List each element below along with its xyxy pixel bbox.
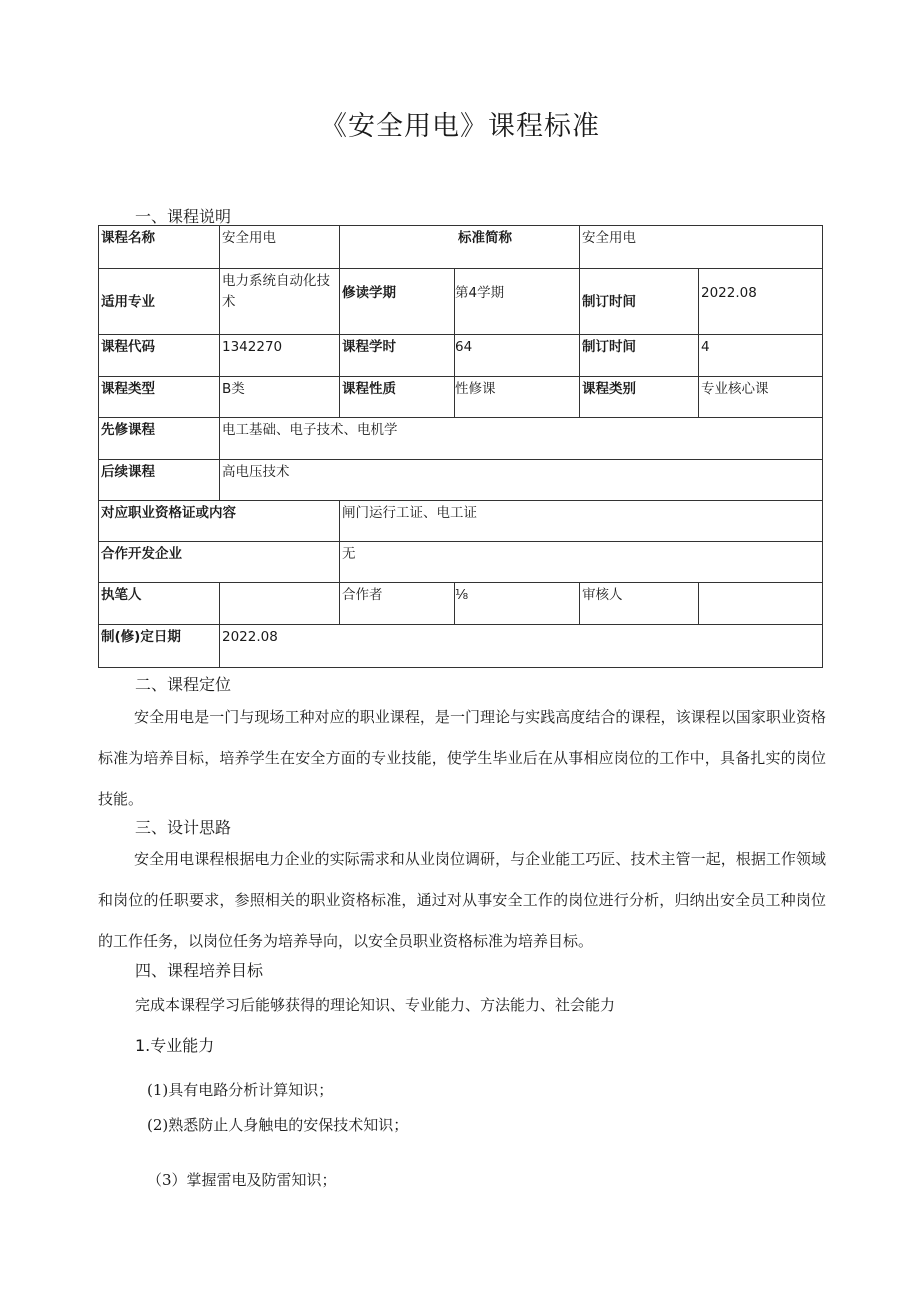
label-revision-time: 制订时间: [580, 269, 699, 335]
label-short-name: 标准简称: [340, 226, 580, 269]
value-author: [220, 583, 340, 625]
table-row: [99, 625, 823, 668]
value-partner-company: 无: [340, 542, 823, 583]
value-revision-time-2: 4: [699, 335, 823, 377]
label-reviewer: 审核人: [580, 583, 699, 625]
table-row: [99, 460, 823, 501]
label-certificate: 对应职业资格证或内容: [99, 501, 340, 542]
list-item: (2)熟悉防止人身触电的安保技术知识；: [147, 1116, 409, 1134]
value-course-name: 安全用电: [220, 226, 340, 269]
list-item: (1)具有电路分析计算知识；: [147, 1081, 334, 1099]
label-prerequisite: 先修课程: [99, 418, 220, 460]
value-semester: 第4学期: [455, 269, 580, 335]
section-heading-4: 四、课程培养目标: [135, 961, 264, 980]
label-course-type: 课程类型: [99, 377, 220, 418]
value-course-type: B类: [220, 377, 340, 418]
label-follow-up: 后续课程: [99, 460, 220, 501]
table-row: [99, 335, 823, 377]
value-follow-up: 高电压技术: [220, 460, 823, 501]
value-course-nature: 性修课: [455, 377, 580, 418]
goal-summary: 完成本课程学习后能够获得的理论知识、专业能力、方法能力、社会能力: [135, 996, 616, 1014]
page-title: 《安全用电》课程标准: [320, 111, 600, 142]
label-course-code: 课程代码: [99, 335, 220, 377]
paragraph-design-text: 安全用电课程根据电力企业的实际需求和从业岗位调研，与企业能工巧匠、技术主管一起，根据工作领域和岗位的任职要求，参照相关的职业资格标准，通过对从事安全工作的岗位进行分析，归纳出安全员工种岗位的工作任务，以岗位任务为培养导向，以安全员职业资格标准为培养目标。: [98, 850, 826, 950]
label-author: 执笔人: [99, 583, 220, 625]
table-row: [99, 542, 823, 583]
value-hours: 64: [455, 335, 580, 377]
label-course-category: 课程类别: [580, 377, 699, 418]
list-item: （3）掌握雷电及防雷知识；: [147, 1171, 337, 1189]
label-revision-date: 制(修)定日期: [99, 625, 220, 668]
section-heading-2: 二、课程定位: [135, 675, 232, 694]
value-certificate: 闸门运行工证、电工证: [340, 501, 823, 542]
label-partner-company: 合作开发企业: [99, 542, 340, 583]
paragraph-design: [98, 839, 826, 962]
table-row: [99, 583, 823, 625]
label-course-nature: 课程性质: [340, 377, 455, 418]
section-heading-1: 一、课程说明: [135, 207, 232, 226]
label-course-name: 课程名称: [99, 226, 220, 269]
label-collaborator: 合作者: [340, 583, 455, 625]
table-row: [99, 501, 823, 542]
table-row: [99, 377, 823, 418]
subheading-professional-ability: 1.专业能力: [135, 1036, 215, 1055]
table-row: [99, 226, 823, 269]
course-info-table: [98, 225, 823, 668]
label-revision-time-2: 制订时间: [580, 335, 699, 377]
value-short-name: 安全用电: [580, 226, 823, 269]
label-hours: 课程学时: [340, 335, 455, 377]
label-semester: 修读学期: [340, 269, 455, 335]
value-reviewer: [699, 583, 823, 625]
value-major: 电力系统自动化技术: [220, 269, 340, 335]
value-prerequisite: 电工基础、电子技术、电机学: [220, 418, 823, 460]
value-revision-time: 2022.08: [699, 269, 823, 335]
paragraph-positioning: [98, 697, 826, 820]
value-collaborator: ⅛: [455, 583, 580, 625]
table-row: [99, 269, 823, 335]
value-course-category: 专业核心课: [699, 377, 823, 418]
value-course-code: 1342270: [220, 335, 340, 377]
table-row: [99, 418, 823, 460]
value-revision-date: 2022.08: [220, 625, 823, 668]
label-major: 适用专业: [99, 269, 220, 335]
section-heading-3: 三、设计思路: [135, 818, 232, 837]
paragraph-positioning-text: 安全用电是一门与现场工种对应的职业课程，是一门理论与实践高度结合的课程，该课程以国家职业资格标准为培养目标，培养学生在安全方面的专业技能，使学生毕业后在从事相应岗位的工作中，具备扎实的岗位技能。: [98, 708, 826, 808]
